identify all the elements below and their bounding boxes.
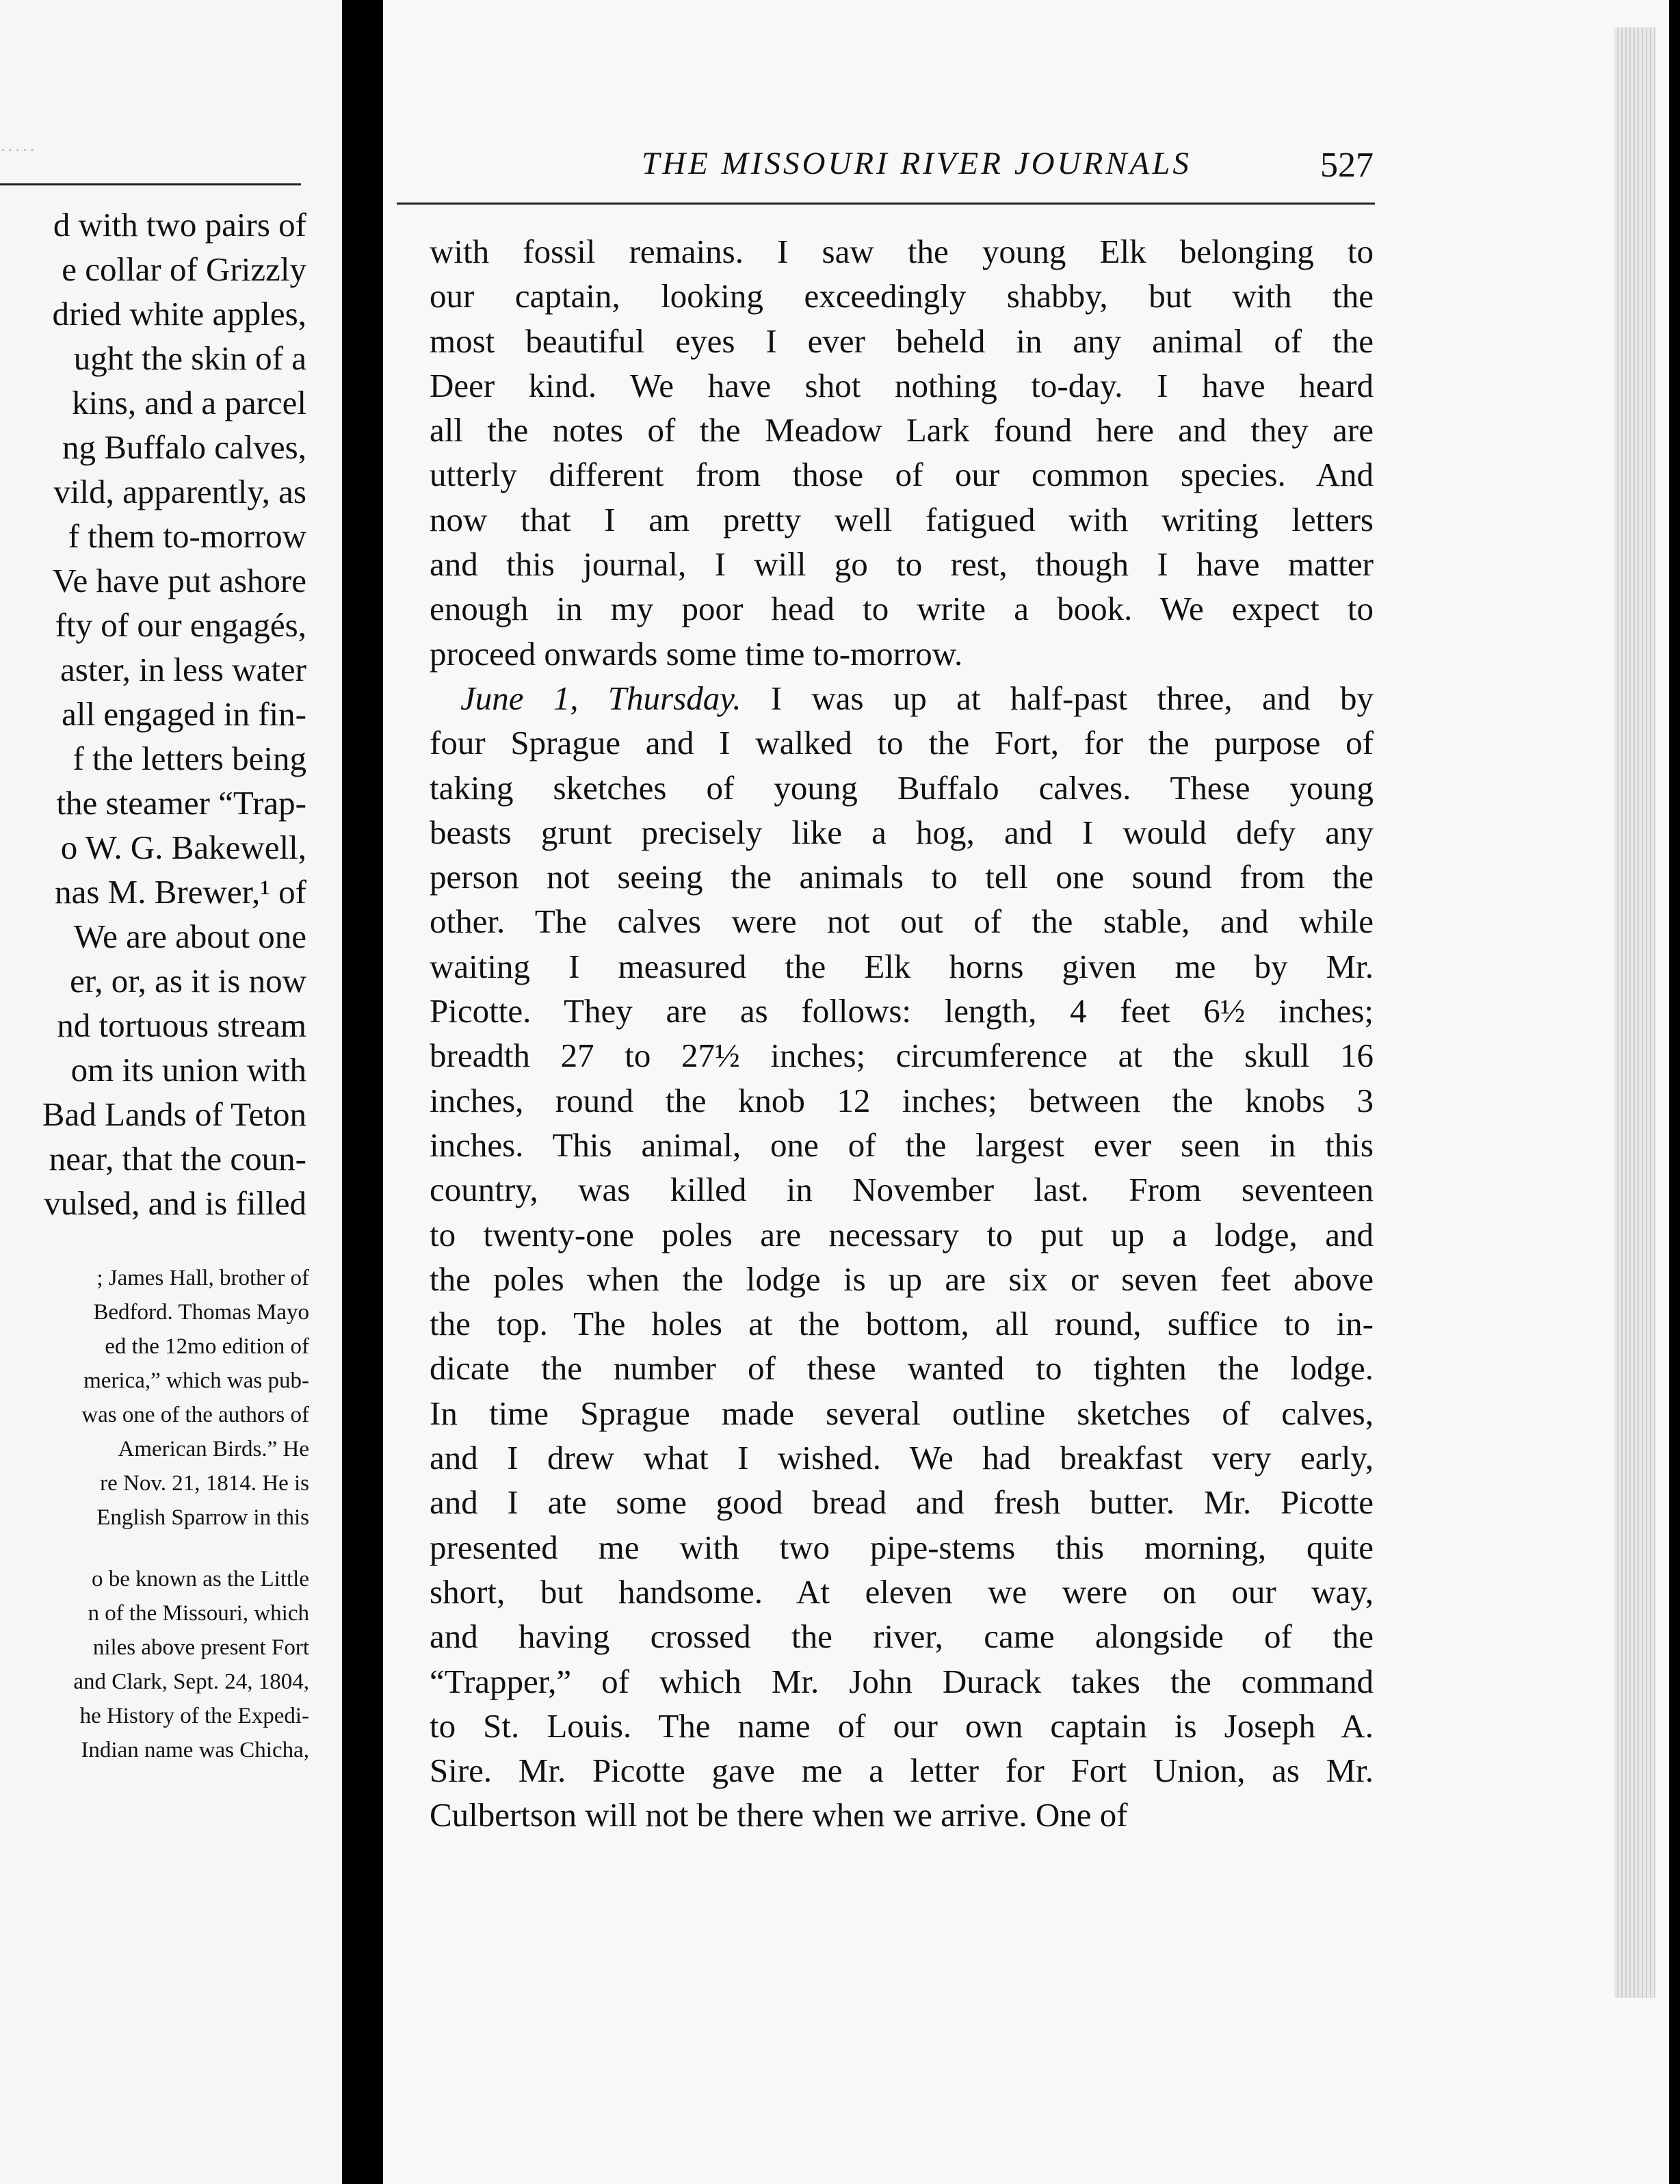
book-gutter — [342, 0, 383, 2184]
text-line: most beautiful eyes I ever beheld in any animal of the — [430, 322, 1374, 360]
text-line: and this journal, I will go to rest, though I have matter — [430, 545, 1374, 584]
text-line: waiting I measured the Elk horns given me by Mr. — [430, 947, 1374, 985]
left-page-line: f them to-morrow — [68, 517, 306, 555]
entry-remaining-lines — [430, 720, 1374, 1837]
text-line: breadth 27 to 27½ inches; circumference at the skull 16 — [430, 1037, 1374, 1075]
left-page-line: all engaged in fin- — [62, 695, 306, 733]
text-line: and I ate some good bread and fresh butter. Mr. Picotte — [430, 1483, 1374, 1522]
text-line: Deer kind. We have shot nothing to-day. I have heard — [430, 366, 1374, 404]
text-line: dicate the number of these wanted to tighten the lodge. — [430, 1349, 1374, 1388]
text-line: four Sprague and I walked to the Fort, for the purpose of — [430, 724, 1374, 762]
left-page-line: near, that the coun- — [49, 1140, 306, 1178]
opening-paragraph — [430, 229, 1374, 676]
left-page-line: nd tortuous stream — [57, 1006, 306, 1044]
left-page-line: kins, and a parcel — [72, 384, 306, 421]
left-page-line: om its union with — [70, 1051, 306, 1089]
left-page-body — [0, 203, 306, 1225]
text-line: and having crossed the river, came alongside of the — [430, 1617, 1374, 1656]
text-line: short, but handsome. At eleven we were on our way, — [430, 1572, 1374, 1611]
text-line: country, was killed in November last. From seventeen — [430, 1171, 1374, 1209]
left-page-line: f the letters being — [73, 740, 306, 777]
text-line: beasts grunt precisely like a hog, and I would defy any — [430, 813, 1374, 851]
page-number: 527 — [1320, 146, 1374, 185]
text-line: to twenty-one poles are necessary to put up a lodge, and — [430, 1215, 1374, 1253]
left-footnote-2 — [0, 1562, 309, 1767]
left-page — [0, 0, 342, 2184]
text-line: and I drew what I wished. We had breakfast very early, — [430, 1439, 1374, 1477]
text-line: person not seeing the animals to tell one sound from the — [430, 858, 1374, 896]
left-page-line: the steamer “Trap- — [56, 784, 306, 822]
footnote-line: merica,” which was pub- — [83, 1368, 309, 1393]
text-line: Sire. Mr. Picotte gave me a letter for Fort Union, as Mr. — [430, 1752, 1374, 1790]
left-page-line: Bad Lands of Teton — [42, 1095, 306, 1133]
text-line: now that I am pretty well fatigued with writing letters — [430, 500, 1374, 538]
entry-first-line — [430, 676, 1374, 720]
text-line: utterly different from those of our common species. And — [430, 456, 1374, 494]
left-page-line: vulsed, and is filled — [44, 1184, 306, 1222]
entry-date: June 1, Thursday. — [460, 679, 741, 717]
text-line: proceed onwards some time to-morrow. — [430, 634, 963, 673]
left-page-line: o W. G. Bakewell, — [60, 829, 306, 866]
journal-entry — [430, 676, 1374, 1838]
left-page-header-rule — [0, 183, 301, 185]
footnote-line: was one of the authors of — [81, 1403, 309, 1427]
text-line: other. The calves were not out of the stable, and while — [430, 902, 1374, 941]
left-page-footnotes — [0, 1261, 309, 1767]
footnote-line: o be known as the Little — [91, 1567, 309, 1591]
left-page-line: d with two pairs of — [53, 206, 306, 244]
text-line: to St. Louis. The name of our own captain is Joseph A. — [430, 1706, 1374, 1745]
footnote-line: American Birds.” He — [118, 1437, 309, 1461]
left-page-line: Ve have put ashore — [52, 562, 306, 599]
left-page-line: We are about one — [73, 918, 306, 955]
footnote-line: he History of the Expedi- — [79, 1704, 309, 1728]
left-page-line: nas M. Brewer,¹ of — [55, 873, 306, 911]
text-line: Culbertson will not be there when we arrive. One of — [430, 1796, 1128, 1834]
main-text — [430, 229, 1374, 1838]
text-line: In time Sprague made several outline sketches of calves, — [430, 1394, 1374, 1432]
footnote-line: English Sparrow in this — [96, 1505, 309, 1530]
text-line: presented me with two pipe-stems this morning, quite — [430, 1528, 1374, 1566]
text-line: Picotte. They are as follows: length, 4 feet 6½ inches; — [430, 992, 1374, 1030]
text-line: the top. The holes at the bottom, all round, suffice to in- — [430, 1305, 1374, 1343]
footnote-line: and Clark, Sept. 24, 1804, — [73, 1669, 309, 1694]
footnote-line: Bedford. Thomas Mayo — [93, 1300, 309, 1325]
footnote-line: ; James Hall, brother of — [96, 1266, 309, 1290]
left-page-line: ng Buffalo calves, — [62, 428, 306, 466]
footnote-line: niles above present Fort — [92, 1635, 309, 1660]
footnote-line: re Nov. 21, 1814. He is — [100, 1471, 309, 1496]
left-page-faint-header: ····· — [0, 140, 37, 154]
text-line: inches. This animal, one of the largest ever seen in this — [430, 1126, 1374, 1164]
text-line: all the notes of the Meadow Lark found here and they are — [430, 411, 1374, 450]
text-line: the poles when the lodge is up are six or seven feet above — [430, 1260, 1374, 1298]
footnote-line: Indian name was Chicha, — [81, 1738, 309, 1763]
left-page-line: fty of our engagés, — [55, 606, 306, 644]
text-line: our captain, looking exceedingly shabby, but with the — [430, 277, 1374, 315]
left-page-line: ught the skin of a — [73, 339, 306, 377]
text-line: with fossil remains. I saw the young Elk belonging to — [430, 233, 1374, 270]
left-page-line: vild, apparently, as — [53, 473, 306, 510]
text-line: enough in my poor head to write a book. We expect to — [430, 590, 1374, 628]
text-line: inches, round the knob 12 inches; between the knobs 3 — [430, 1081, 1374, 1119]
left-page-line: er, or, as it is now — [70, 962, 306, 1000]
entry-first-text: I was up at half-past three, and by — [770, 679, 1374, 717]
footnote-line: ed the 12mo edition of — [105, 1334, 309, 1359]
left-page-line: dried white apples, — [52, 295, 306, 333]
text-line: “Trapper,” of which Mr. John Durack takes the command — [430, 1662, 1374, 1700]
left-footnote-1 — [0, 1261, 309, 1535]
footnote-line: n of the Missouri, which — [88, 1601, 309, 1626]
text-line: taking sketches of young Buffalo calves. These young — [430, 768, 1374, 807]
header-rule — [397, 203, 1375, 205]
page-edge-stack — [1614, 27, 1655, 1998]
left-page-line: aster, in less water — [60, 651, 306, 688]
left-page-line: e collar of Grizzly — [62, 250, 306, 288]
running-head: THE MISSOURI RIVER JOURNALS — [642, 146, 1192, 181]
